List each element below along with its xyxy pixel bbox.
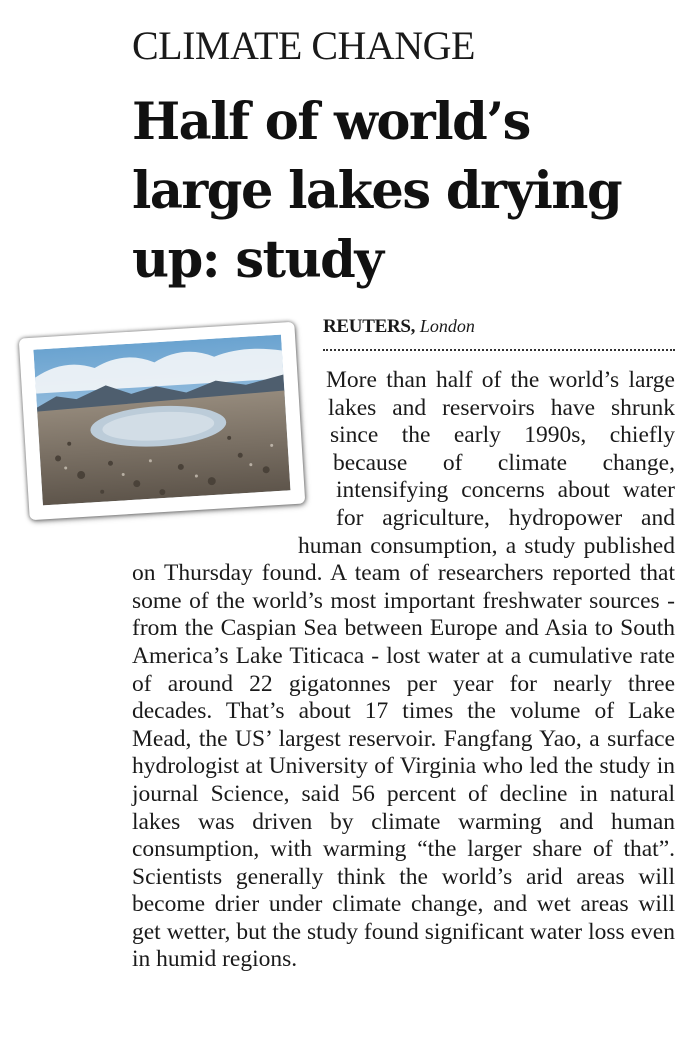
article-body (132, 367, 675, 974)
byline-place: London (419, 316, 475, 336)
byline-divider (323, 349, 675, 351)
section-kicker: CLIMATE CHANGE (132, 23, 475, 68)
article-body-text: More than half of the world’s large lakes and reservoirs have shrunk since the early 1990s, chiefly because of climate change, intensifying concerns about water for agriculture, hydropower and human consumption, a study published on Thursday found. A team of researchers reported that some of the world’s most important freshwater sources - from the Caspian Sea between Europe and Asia to South America’s Lake Titicaca - lost water at a cumulative rate of around 22 gigatonnes per year for nearly three decades. That’s about 17 times the volume of Lake Mead, the US’ largest reservoir. Fangfang Yao, a surface hydrologist at University of Virginia who led the study in journal Science, said 56 percent of decline in natural lakes was driven by climate warming and human consumption, with warming “the larger share of that”. Scientists generally think the world’s arid areas will become drier under climate change, and wet areas will get wetter, but the study found significant water loss even in humid regions. (132, 367, 675, 973)
byline-agency: REUTERS, (323, 316, 416, 337)
byline (323, 313, 475, 340)
headline: Half of world’s large lakes drying up: study (132, 92, 622, 290)
